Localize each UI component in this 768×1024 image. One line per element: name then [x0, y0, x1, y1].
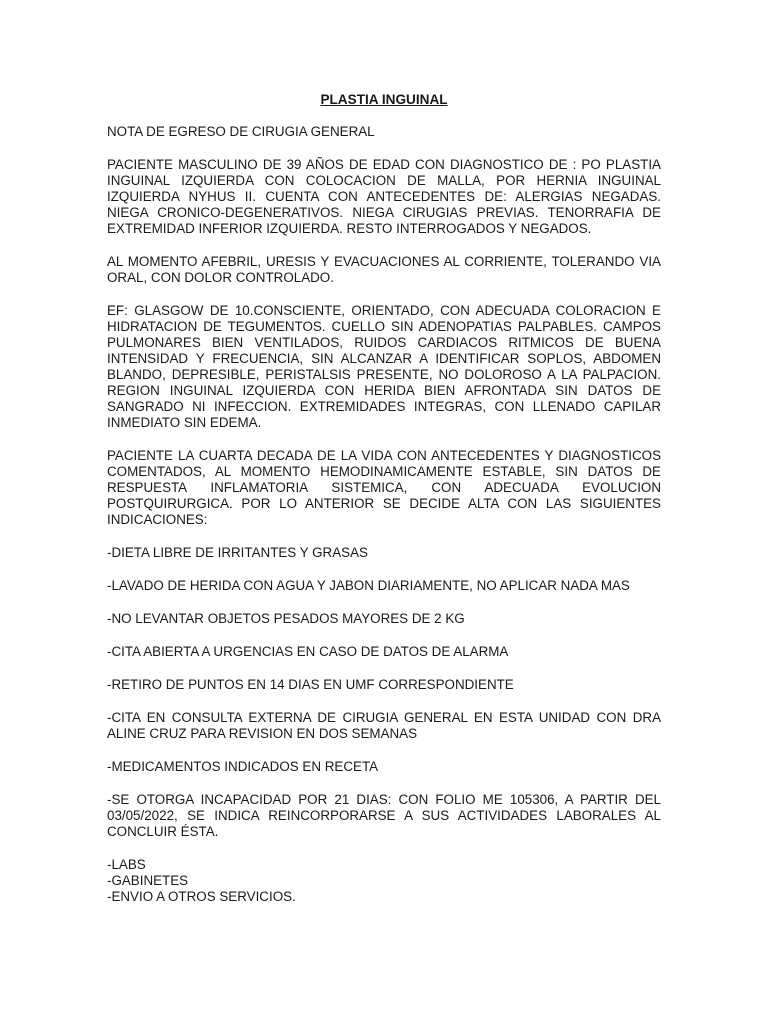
- final-list-item: -ENVIO A OTROS SERVICIOS.: [107, 889, 296, 904]
- indication-item: -RETIRO DE PUNTOS EN 14 DIAS EN UMF CORRESPONDIENTE: [107, 677, 514, 692]
- indication-item: -LAVADO DE HERIDA CON AGUA Y JABON DIARIAMENTE, NO APLICAR NADA MAS: [107, 578, 630, 593]
- document-page: [107, 92, 661, 905]
- assessment-paragraph: PACIENTE LA CUARTA DECADA DE LA VIDA CON ANTECEDENTES Y DIAGNOSTICOS COMENTADOS, AL MOMENTO HEMODINAMICAMENTE ESTABLE, SIN DATOS DE RESPUESTA INFLAMATORIA SISTEMICA, CON ADECUADA EVOLUCION POSTQUIRURGICA. POR LO ANTERIOR SE DECIDE ALTA CON LAS SIGUIENTES INDICACIONES:: [107, 448, 661, 527]
- indication-item: -CITA ABIERTA A URGENCIAS EN CASO DE DATOS DE ALARMA: [107, 644, 509, 659]
- note-heading: NOTA DE EGRESO DE CIRUGIA GENERAL: [107, 124, 375, 139]
- current-status-paragraph: AL MOMENTO AFEBRIL, URESIS Y EVACUACIONES AL CORRIENTE, TOLERANDO VIA ORAL, CON DOLOR CONTROLADO.: [107, 254, 661, 285]
- indication-item: -SE OTORGA INCAPACIDAD POR 21 DIAS: CON FOLIO ME 105306, A PARTIR DEL 03/05/2022, SE INDICA REINCORPORARSE A SUS ACTIVIDADES LABORALES AL CONCLUIR ÉSTA.: [107, 792, 661, 839]
- final-list-item: -GABINETES: [107, 873, 189, 888]
- indication-item: -MEDICAMENTOS INDICADOS EN RECETA: [107, 759, 379, 774]
- final-list-item: -LABS: [107, 857, 146, 872]
- patient-history-paragraph: PACIENTE MASCULINO DE 39 AÑOS DE EDAD CON DIAGNOSTICO DE : PO PLASTIA INGUINAL IZQUIERDA CON COLOCACION DE MALLA, POR HERNIA INGUINAL IZQUIERDA NYHUS II. CUENTA CON ANTECEDENTES DE: ALERGIAS NEGADAS. NIEGA CRONICO-DEGENERATIVOS. NIEGA CIRUGIAS PREVIAS. TENORRAFIA DE EXTREMIDAD INFERIOR IZQUIERDA. RESTO INTERROGADOS Y NEGADOS.: [107, 157, 661, 236]
- indication-item: -NO LEVANTAR OBJETOS PESADOS MAYORES DE 2 KG: [107, 611, 465, 626]
- physical-exam-paragraph: EF: GLASGOW DE 10.CONSCIENTE, ORIENTADO, CON ADECUADA COLORACION E HIDRATACION DE TEGUMENTOS. CUELLO SIN ADENOPATIAS PALPABLES. CAMPOS PULMONARES BIEN VENTILADOS, RUIDOS CARDIACOS RITMICOS DE BUENA INTENSIDAD Y FRECUENCIA, SIN ALCANZAR A IDENTIFICAR SOPLOS, ABDOMEN BLANDO, DEPRESIBLE, PERISTALSIS PRESENTE, NO DOLOROSO A LA PALPACION. REGION INGUINAL IZQUIERDA CON HERIDA BIEN AFRONTADA SIN DATOS DE SANGRADO NI INFECCION. EXTREMIDADES INTEGRAS, CON LLENADO CAPILAR INMEDIATO SIN EDEMA.: [107, 303, 661, 430]
- document-title: PLASTIA INGUINAL: [320, 92, 448, 107]
- indication-item: -CITA EN CONSULTA EXTERNA DE CIRUGIA GENERAL EN ESTA UNIDAD CON DRA ALINE CRUZ PARA REVISION EN DOS SEMANAS: [107, 710, 661, 741]
- indication-item: -DIETA LIBRE DE IRRITANTES Y GRASAS: [107, 545, 368, 560]
- final-list: [107, 857, 661, 905]
